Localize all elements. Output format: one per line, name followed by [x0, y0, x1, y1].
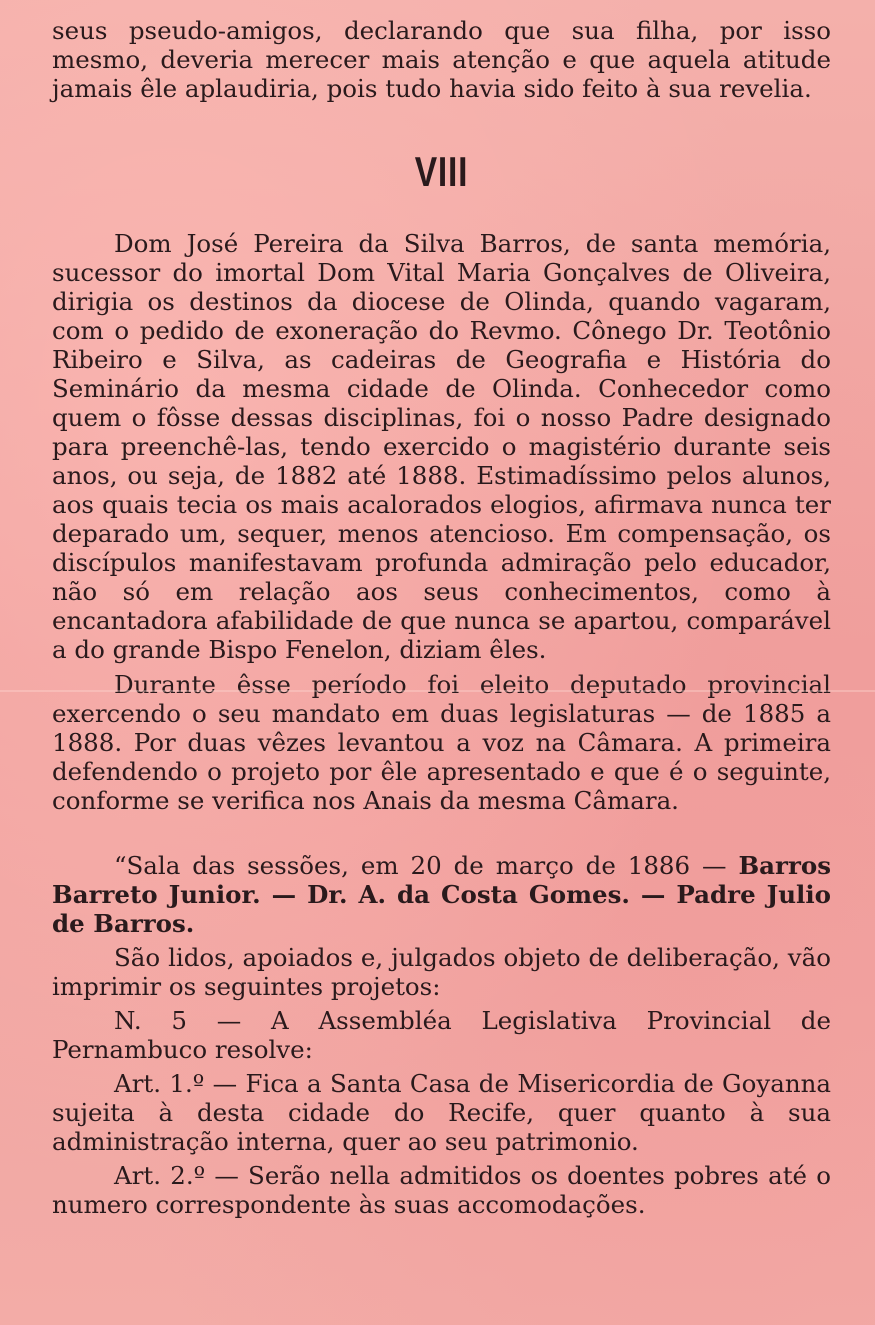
article-1: Art. 1.º — Fica a Santa Casa de Misericordia de Goyanna sujeita à desta cidade do Recife, quer quanto à sua administração interna, quer ao seu patrimonio.: [52, 1069, 831, 1156]
quote-sessao: [52, 851, 831, 938]
article-2: Art. 2.º — Serão nella admitidos os doentes pobres até o numero correspondente às suas accomodações.: [52, 1161, 831, 1219]
intro-paragraph: seus pseudo-amigos, declarando que sua filha, por isso mesmo, deveria merecer mais atenção e que aquela atitude jamais êle aplaudiria, pois tudo havia sido feito à sua revelia.: [52, 16, 831, 103]
quote-sessao-date: “Sala das sessões, em 20 de março de 1886 —: [114, 851, 739, 880]
paragraph-seminario: Dom José Pereira da Silva Barros, de santa memória, sucessor do imortal Dom Vital Maria Gonçalves de Oliveira, dirigia os destinos da diocese de Olinda, quando vagaram, com o pedido de exoneração do Revmo. Cônego Dr. Teotônio Ribeiro e Silva, as cadeiras de Geografia e História do Seminário da mesma cidade de Olinda. Conhecedor como quem o fôsse dessas disciplinas, foi o nosso Padre designado para preenchê-las, tendo exercido o magistério durante seis anos, ou seja, de 1882 até 1888. Estimadíssimo pelos alunos, aos quais tecia os mais acalorados elogios, afirmava nunca ter deparado um, sequer, menos atencioso. Em compensação, os discípulos manifestavam profunda admiração pelo educador, não só em relação aos seus conhecimentos, como à encantadora afabilidade de que nunca se apartou, comparável a do grande Bispo Fenelon, diziam êles.: [52, 229, 831, 664]
quote-projetos: São lidos, apoiados e, julgados objeto de deliberação, vão imprimir os seguintes projetos:: [52, 943, 831, 1001]
paragraph-deputado: Durante êsse período foi eleito deputado provincial exercendo o seu mandato em duas legislaturas — de 1885 a 1888. Por duas vêzes levantou a voz na Câmara. A primeira defendendo o projeto por êle apresentado e que é o seguinte, conforme se verifica nos Anais da mesma Câmara.: [52, 670, 831, 815]
chapter-heading: VIII: [414, 148, 469, 195]
paper-fold: [0, 690, 875, 692]
quote-sessao-signatories: Barros Barreto Junior. — Dr. A. da Costa Gomes. — Padre Julio de Barros.: [52, 851, 831, 938]
quote-resolucao: N. 5 — A Assembléa Legislativa Provincial de Pernambuco resolve:: [52, 1006, 831, 1064]
